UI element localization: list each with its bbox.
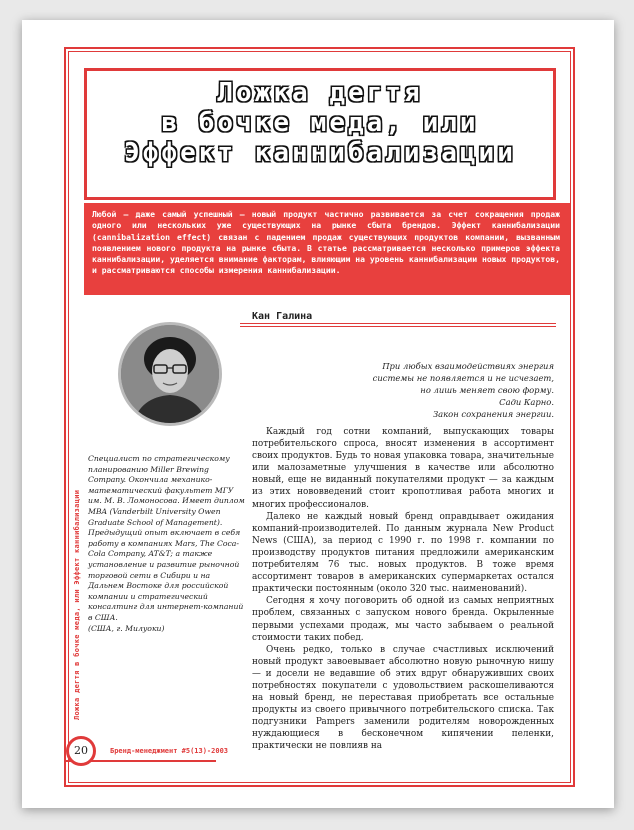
body-paragraph: Каждый год сотни компаний, выпускающих товары потребительского спроса, вносят изменения в ассортимент своих продуктов. Будь то новая упаковка товара, значительные или малозаметные улучшения в качестве или абсолютно новый, еще не виданный покупателями продукт — за каждым из этих нововведений стоит кропотливая работа многих и многих профессионалов. [252, 427, 554, 510]
author-photo [118, 322, 222, 426]
epigraph-source: Закон сохранения энергии. [432, 409, 554, 419]
article-body [252, 426, 554, 753]
author-name: Кан Галина [252, 311, 313, 322]
author-divider [240, 323, 556, 324]
author-bio [88, 454, 248, 634]
body-paragraph: Очень редко, только в случае счастливых исключений новый продукт завоевывает абсолютно новую рыночную нишу — и досели не ведавшие об этих вдруг обнаруживших своих потребностях покупатели с удовольствием раскошеливаются на новый бренд, не переставая приобретать все остальные продукты из своего привычного потребительского списка. Так подгузники Pampers заменили родителям новорожденных нуждающиеся в бесконечном кипячении пеленки, практически не повлияв на [252, 644, 554, 752]
author-divider-2 [240, 326, 556, 327]
page-number: 20 [66, 736, 96, 766]
lead-paragraph: Любой — даже самый успешный — новый продукт частично развивается за счет сокращения продаж одного или нескольких уже существующих на рынке сбыта брендов. Эффект каннибализации (cannibalization effect) связан с падением продаж существующих продуктов компании, вызванным появлением нового продукта на рынке сбыта. В статье рассматривается несколько примеров эффекта каннибализации, уделяется внимание факторам, влияющим на уровень каннибализации новых продуктов, и рассматриваются способы измерения каннибализации. [84, 203, 570, 295]
body-paragraph: Далеко не каждый новый бренд оправдывает ожидания компаний-производителей. По данным журнала New Product News (США), за период с 1990 г. по 1998 г. компании по производству продуктов питания предложили американским потребителям 76 тыс. новых продуктов. В тоже время ассортимент товаров в американских супермаркетах остался практически постоянным (около 320 тыс. наименований). [252, 511, 554, 595]
body-paragraph: Сегодня я хочу поговорить об одной из самых неприятных проблем, связанных с запуском нового бренда. Окрыленные первыми успехами продаж, мы часто забываем о реальной стоимости таких побед. [252, 596, 554, 643]
epigraph-line: но лишь меняет свою форму. [420, 385, 554, 395]
bio-location: (США, г. Милуоки) [88, 623, 165, 633]
bio-paragraph: Предыдущий опыт включает в себя работу в компаниях Mars, The Coca-Cola Company, AT&T; а также установление и развитие рыночной торговой сети в Сибири и на Дальнем Востоке для российской компании и стратегический консалтинг для интернет-компаний в США. [88, 528, 244, 622]
epigraph-line: При любых взаимодействиях энергия [382, 361, 554, 371]
epigraph-author: Сади Карно. [499, 397, 554, 407]
title-line-2: в бочке меда, или [161, 108, 479, 138]
article-title [84, 78, 556, 168]
footer-journal: Бренд-менеджмент #5(13)-2003 [110, 747, 229, 755]
epigraph-line: системы не появляется и не исчезает, [372, 373, 554, 383]
title-line-1: Ложка дегтя [217, 78, 423, 108]
magazine-page [22, 20, 614, 808]
bio-paragraph: Специалист по стратегическому планированию Miller Brewing Company. Окончила механико-математический факультет МГУ им. М. В. Ломоносова. Имеет диплом MBA (Vanderbilt University Owen Graduate School of Management). [88, 454, 245, 527]
epigraph [322, 360, 554, 420]
title-line-3: Эффект каннибализации [124, 138, 516, 168]
running-head-vertical: Ложка дегтя в бочке меда, или Эффект каннибализации [73, 489, 81, 720]
author-portrait-image [121, 325, 219, 423]
